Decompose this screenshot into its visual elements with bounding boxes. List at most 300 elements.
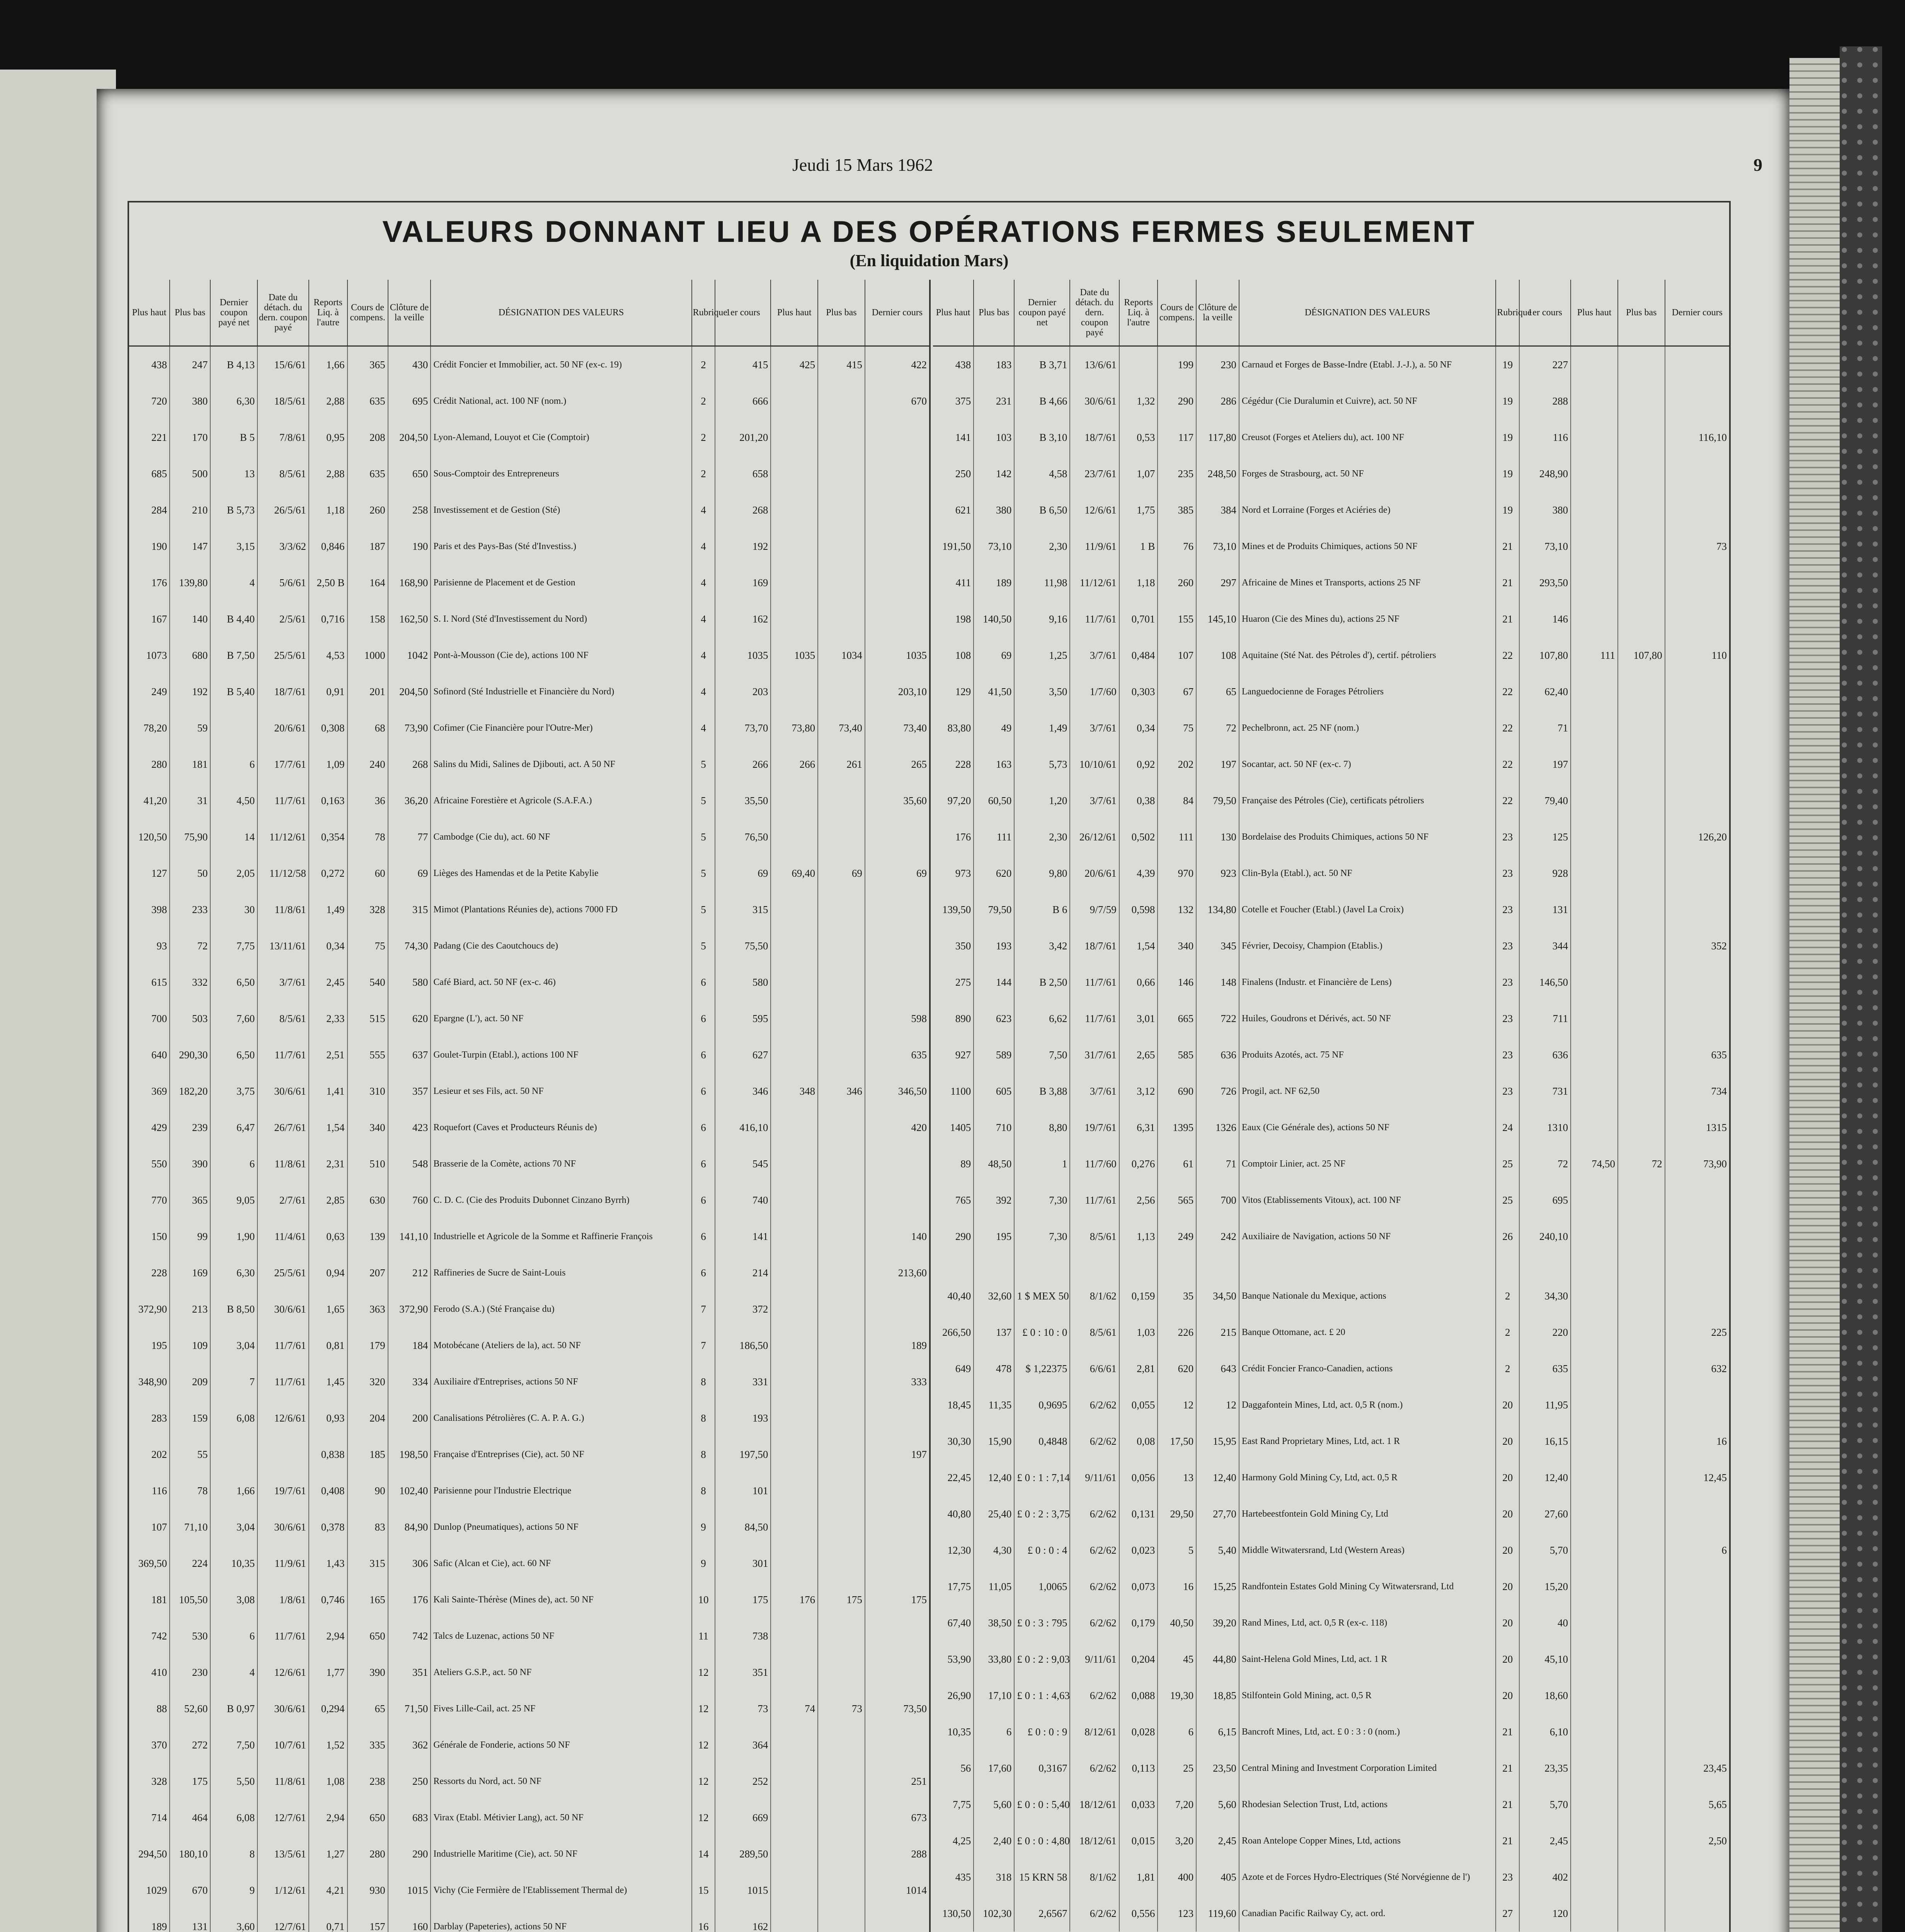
table-cell: 2,31 <box>309 1146 347 1182</box>
table-cell: 228 <box>151 1267 167 1279</box>
table-cell <box>1665 1641 1729 1677</box>
table-cell: 130 <box>1196 819 1239 855</box>
table-cell: 738 <box>715 1618 771 1654</box>
table-cell: 351 <box>715 1654 771 1690</box>
table-cell: 30 <box>210 891 257 928</box>
table-cell <box>818 1000 865 1037</box>
table-cell: 268 <box>388 746 431 782</box>
table-row <box>129 1654 929 1690</box>
table-cell: B 5,40 <box>210 673 257 710</box>
table-cell: 199 <box>1158 346 1196 383</box>
table-cell: 23 <box>1496 819 1519 855</box>
table-cell: 11/7/61 <box>257 1364 309 1400</box>
table-cell <box>1571 1000 1618 1037</box>
table-cell: 369 <box>151 1085 167 1097</box>
table-cell: 71,50 <box>388 1690 431 1727</box>
security-name: Cotelle et Foucher (Etabl.) (Javel La Croix) <box>1239 891 1496 928</box>
table-cell: 385 <box>1158 492 1196 528</box>
table-cell <box>1665 1496 1729 1532</box>
table-cell: 1,75 <box>1119 492 1158 528</box>
table-cell <box>1618 419 1665 456</box>
table-cell <box>1618 1350 1665 1387</box>
security-name: Raffineries de Sucre de Saint-Louis <box>431 1255 691 1291</box>
table-cell <box>210 1436 257 1473</box>
table-cell <box>1618 1714 1665 1750</box>
table-cell: 35,60 <box>865 782 929 819</box>
table-cell: 225 <box>1665 1314 1729 1350</box>
security-name: Vichy (Cie Fermière de l'Etablissement Thermal de) <box>431 1872 691 1908</box>
table-cell: 22 <box>1496 710 1519 746</box>
table-row <box>933 1677 1729 1714</box>
table-cell: 6/6/61 <box>1070 1350 1119 1387</box>
table-cell <box>1571 1532 1618 1568</box>
table-cell: 8/1/62 <box>1070 1859 1119 1895</box>
table-cell <box>771 1146 818 1182</box>
table-cell: 1,54 <box>309 1109 347 1146</box>
table-cell: 5 <box>1158 1532 1196 1568</box>
table-cell: 183 <box>974 346 1014 383</box>
table-cell: 26,90 <box>947 1689 971 1701</box>
table-cell: 146,50 <box>1519 964 1571 1000</box>
security-name: Parisienne pour l'Industrie Electrique <box>431 1473 691 1509</box>
table-cell: 30/6/61 <box>1070 383 1119 419</box>
table-cell: 73,50 <box>865 1690 929 1727</box>
table-cell: 364 <box>715 1727 771 1763</box>
table-cell: 301 <box>715 1545 771 1582</box>
table-cell: 352 <box>1665 928 1729 964</box>
table-cell: 2,33 <box>309 1000 347 1037</box>
table-cell: 3/7/61 <box>1070 637 1119 673</box>
table-cell <box>1618 1073 1665 1109</box>
table-cell <box>818 1364 865 1400</box>
security-name: Sous-Comptoir des Entrepreneurs <box>431 456 691 492</box>
table-cell: 714 <box>151 1811 167 1823</box>
table-cell: 635 <box>1665 1037 1729 1073</box>
table-cell <box>1665 782 1729 819</box>
table-cell: 0,92 <box>1119 746 1158 782</box>
table-cell: 6 <box>692 964 715 1000</box>
security-name: Saint-Helena Gold Mines, Ltd, act. 1 R <box>1239 1641 1496 1677</box>
table-cell <box>771 1618 818 1654</box>
table-cell: 163 <box>974 746 1014 782</box>
table-cell: 635 <box>347 383 388 419</box>
table-cell: 162 <box>715 1908 771 1932</box>
table-cell: 0,95 <box>309 419 347 456</box>
security-name: Mines et de Produits Chimiques, actions 50 NF <box>1239 528 1496 565</box>
table-cell <box>1571 456 1618 492</box>
table-row <box>129 1364 929 1400</box>
table-cell: 45 <box>1158 1641 1196 1677</box>
table-cell: 75,50 <box>715 928 771 964</box>
table-cell <box>1665 1895 1729 1932</box>
table-cell <box>1618 1895 1665 1932</box>
table-cell: 6,30 <box>210 383 257 419</box>
table-cell: 1015 <box>715 1872 771 1908</box>
table-cell: 144 <box>974 964 1014 1000</box>
table-cell: 2/5/61 <box>257 601 309 637</box>
table-cell <box>1618 528 1665 565</box>
table-cell: 365 <box>347 346 388 383</box>
table-cell: 72 <box>170 928 210 964</box>
security-name: Safic (Alcan et Cie), act. 60 NF <box>431 1545 691 1582</box>
table-cell: 208 <box>347 419 388 456</box>
table-cell: 2,81 <box>1119 1350 1158 1387</box>
table-cell: 14 <box>692 1836 715 1872</box>
table-cell: 23,35 <box>1519 1750 1571 1786</box>
table-row <box>129 637 929 673</box>
table-cell <box>818 1799 865 1836</box>
table-cell: 5,65 <box>1665 1786 1729 1823</box>
table-cell: 4 <box>692 710 715 746</box>
table-cell: 16 <box>1665 1423 1729 1459</box>
table-cell: 3,50 <box>1014 673 1070 710</box>
security-name: Huiles, Goudrons et Dérivés, act. 50 NF <box>1239 1000 1496 1037</box>
table-cell: 2,94 <box>309 1799 347 1836</box>
table-cell: 1/8/61 <box>257 1582 309 1618</box>
table-cell: 3,15 <box>210 528 257 565</box>
table-cell: 3/7/61 <box>1070 782 1119 819</box>
table-cell: 683 <box>388 1799 431 1836</box>
table-cell: 23/7/61 <box>1070 456 1119 492</box>
table-cell: 23,50 <box>1196 1750 1239 1786</box>
table-cell: 11/7/61 <box>257 1037 309 1073</box>
table-cell: 0,556 <box>1119 1895 1158 1932</box>
table-cell: 515 <box>347 1000 388 1037</box>
table-cell: 167 <box>151 613 167 625</box>
table-cell: 7,30 <box>1014 1182 1070 1218</box>
table-cell: 6,50 <box>210 1037 257 1073</box>
table-cell: 2 <box>692 419 715 456</box>
table-cell: 1,41 <box>309 1073 347 1109</box>
table-cell: 340 <box>1158 928 1196 964</box>
table-cell: 168,90 <box>388 565 431 601</box>
table-cell: B 4,13 <box>210 346 257 383</box>
table-cell: 77 <box>388 819 431 855</box>
table-cell: 283 <box>151 1412 167 1424</box>
table-cell: 4,53 <box>309 637 347 673</box>
table-cell: 17,10 <box>974 1677 1014 1714</box>
table-cell: 1405 <box>950 1121 971 1133</box>
table-cell: 0,838 <box>309 1436 347 1473</box>
table-cell: 3,60 <box>210 1908 257 1932</box>
table-cell: 182,20 <box>170 1073 210 1109</box>
table-cell: 15,25 <box>1196 1568 1239 1605</box>
table-cell <box>1571 1750 1618 1786</box>
table-cell: 266 <box>715 746 771 782</box>
table-cell: 726 <box>1196 1073 1239 1109</box>
table-cell: 2,05 <box>210 855 257 891</box>
table-cell: 0,71 <box>309 1908 347 1932</box>
table-cell <box>1571 1714 1618 1750</box>
table-cell: 11/7/61 <box>1070 1182 1119 1218</box>
table-cell: 71 <box>1196 1146 1239 1182</box>
security-name: Française des Pétroles (Cie), certificats pétroliers <box>1239 782 1496 819</box>
table-cell: 927 <box>955 1049 971 1061</box>
table-cell: 0,484 <box>1119 637 1158 673</box>
table-cell: 99 <box>170 1218 210 1255</box>
security-name: Crédit Foncier Franco-Canadien, actions <box>1239 1350 1496 1387</box>
table-cell: 0,131 <box>1119 1496 1158 1532</box>
table-cell: 5 <box>692 819 715 855</box>
table-cell: 3,04 <box>210 1509 257 1545</box>
table-cell: 142 <box>974 456 1014 492</box>
table-cell: 11,98 <box>1014 565 1070 601</box>
table-row <box>933 891 1729 928</box>
table-cell: 402 <box>1519 1859 1571 1895</box>
security-name: Lesieur et ses Fils, act. 50 NF <box>431 1073 691 1109</box>
table-row <box>129 456 929 492</box>
table-cell: 2,30 <box>1014 528 1070 565</box>
table-cell <box>818 565 865 601</box>
table-cell: 248,90 <box>1519 456 1571 492</box>
table-cell <box>865 1727 929 1763</box>
table-cell <box>1618 855 1665 891</box>
table-cell: 970 <box>1158 855 1196 891</box>
table-cell: 1,90 <box>210 1218 257 1255</box>
table-cell <box>1571 855 1618 891</box>
table-cell: 7 <box>692 1327 715 1364</box>
table-cell <box>1618 1823 1665 1859</box>
security-name: Finalens (Industr. et Financière de Lens) <box>1239 964 1496 1000</box>
table-row <box>933 1146 1729 1182</box>
security-name: Auxiliaire de Navigation, actions 50 NF <box>1239 1218 1496 1255</box>
table-cell: 160 <box>388 1908 431 1932</box>
table-cell: 10 <box>692 1582 715 1618</box>
table-cell: 19 <box>1496 419 1519 456</box>
table-cell <box>1665 1000 1729 1037</box>
table-cell <box>1571 492 1618 528</box>
table-cell: 5,73 <box>1014 746 1070 782</box>
security-name: Février, Decoisy, Champion (Etablis.) <box>1239 928 1496 964</box>
security-name: Ateliers G.S.P., act. 50 NF <box>431 1654 691 1690</box>
table-cell: 197 <box>1519 746 1571 782</box>
table-cell: 435 <box>955 1871 971 1883</box>
table-cell: 4,39 <box>1119 855 1158 891</box>
table-row <box>129 1618 929 1654</box>
table-cell: 695 <box>388 383 431 419</box>
table-cell: 116 <box>1519 419 1571 456</box>
table-cell: 4 <box>692 565 715 601</box>
table-cell: 331 <box>715 1364 771 1400</box>
table-cell: 159 <box>170 1400 210 1436</box>
table-cell: 10/10/61 <box>1070 746 1119 782</box>
table-cell: 328 <box>151 1775 167 1787</box>
table-row <box>129 1690 929 1727</box>
table-cell <box>771 456 818 492</box>
table-cell: 13/5/61 <box>257 1836 309 1872</box>
table-cell: 400 <box>1158 1859 1196 1895</box>
table-cell: 760 <box>388 1182 431 1218</box>
security-name: Central Mining and Investment Corporation Limited <box>1239 1750 1496 1786</box>
table-cell: 78,20 <box>143 722 167 734</box>
page-subtitle: (En liquidation Mars) <box>850 251 1009 270</box>
table-cell: 21 <box>1496 1714 1519 1750</box>
table-cell: 74 <box>771 1690 818 1727</box>
table-cell: 4,50 <box>210 782 257 819</box>
table-cell <box>771 1218 818 1255</box>
table-cell: 411 <box>955 577 971 588</box>
table-row <box>129 1509 929 1545</box>
table-cell <box>1571 1859 1618 1895</box>
table-cell <box>1665 710 1729 746</box>
table-cell: 260 <box>347 492 388 528</box>
table-cell: 108 <box>1196 637 1239 673</box>
table-cell: 16 <box>1158 1568 1196 1605</box>
table-cell: 2,85 <box>309 1182 347 1218</box>
table-cell: 1034 <box>818 637 865 673</box>
table-cell: 1/7/60 <box>1070 673 1119 710</box>
table-cell <box>771 492 818 528</box>
table-cell: 14 <box>210 819 257 855</box>
table-cell <box>865 819 929 855</box>
table-cell: 11,35 <box>974 1387 1014 1423</box>
table-cell: 26/12/61 <box>1070 819 1119 855</box>
security-name: Pont-à-Mousson (Cie de), actions 100 NF <box>431 637 691 673</box>
table-row <box>933 492 1729 528</box>
table-cell: 12/6/61 <box>257 1400 309 1436</box>
security-name: S. I. Nord (Sté d'Investissement du Nord) <box>431 601 691 637</box>
table-cell <box>1665 601 1729 637</box>
security-name: Daggafontein Mines, Ltd, act. 0,5 R (nom.) <box>1239 1387 1496 1423</box>
security-name: Investissement et de Gestion (Sté) <box>431 492 691 528</box>
table-cell <box>818 1763 865 1799</box>
table-cell: B 3,88 <box>1014 1073 1070 1109</box>
table-cell: 215 <box>1196 1314 1239 1350</box>
table-cell <box>1618 673 1665 710</box>
table-cell: 198 <box>955 613 971 625</box>
table-cell: 0,378 <box>309 1509 347 1545</box>
security-name: Lièges des Hamendas et de la Petite Kabylie <box>431 855 691 891</box>
table-cell <box>1571 1182 1618 1218</box>
table-cell: 11,05 <box>974 1568 1014 1605</box>
table-cell: 189 <box>974 565 1014 601</box>
table-cell: 555 <box>347 1037 388 1073</box>
table-cell: 742 <box>388 1618 431 1654</box>
table-cell: 76 <box>1158 528 1196 565</box>
table-cell: 18,85 <box>1196 1677 1239 1714</box>
table-cell: 15,90 <box>974 1423 1014 1459</box>
table-cell: 650 <box>347 1618 388 1654</box>
table-cell: 258 <box>388 492 431 528</box>
table-cell: 4 <box>210 1654 257 1690</box>
table-cell: 0,9695 <box>1014 1387 1070 1423</box>
table-cell: 580 <box>388 964 431 1000</box>
table-cell: 2,88 <box>309 383 347 419</box>
table-cell: 224 <box>170 1545 210 1582</box>
table-cell: 2,56 <box>1119 1182 1158 1218</box>
table-cell <box>818 419 865 456</box>
table-cell: 6/2/62 <box>1070 1895 1119 1932</box>
table-cell: 75 <box>347 928 388 964</box>
table-cell: 90 <box>347 1473 388 1509</box>
table-cell: 5/6/61 <box>257 565 309 601</box>
table-cell: 0,81 <box>309 1327 347 1364</box>
table-cell: 3/3/62 <box>257 528 309 565</box>
table-cell: 530 <box>170 1618 210 1654</box>
table-cell <box>1618 819 1665 855</box>
table-cell: B 7,50 <box>210 637 257 673</box>
table-cell: 0,53 <box>1119 419 1158 456</box>
table-cell <box>1665 1218 1729 1255</box>
table-cell: 12 <box>692 1654 715 1690</box>
table-cell: 1395 <box>1158 1109 1196 1146</box>
ledger-page <box>97 89 1789 1932</box>
table-row <box>933 819 1729 855</box>
table-cell: 20/6/61 <box>257 710 309 746</box>
table-cell: 146 <box>1519 601 1571 637</box>
table-cell: 344 <box>1519 928 1571 964</box>
table-cell: 20/6/61 <box>1070 855 1119 891</box>
col-reports: Reports Liq. à l'autre <box>1119 280 1158 346</box>
table-cell: 2,6567 <box>1014 1895 1070 1932</box>
table-cell: 5 <box>692 891 715 928</box>
table-cell: 8 <box>692 1400 715 1436</box>
table-cell: 24 <box>1496 1109 1519 1146</box>
table-cell: 2,30 <box>1014 819 1070 855</box>
table-cell: £ 0 : 10 : 0 <box>1014 1314 1070 1350</box>
table-cell: 6 <box>210 1618 257 1654</box>
table-cell: 405 <box>1196 1859 1239 1895</box>
table-cell: 10/7/61 <box>257 1727 309 1763</box>
security-name: C. D. C. (Cie des Produits Dubonnet Cinzano Byrrh) <box>431 1182 691 1218</box>
table-cell: 30/6/61 <box>257 1690 309 1727</box>
table-cell <box>1618 1750 1665 1786</box>
table-cell <box>1571 1350 1618 1387</box>
table-row <box>933 1641 1729 1677</box>
table-cell: 0,502 <box>1119 819 1158 855</box>
table-cell: 146 <box>1158 964 1196 1000</box>
table-cell: 12/7/61 <box>257 1799 309 1836</box>
table-cell: 33,80 <box>974 1641 1014 1677</box>
table-cell: 240 <box>347 746 388 782</box>
table-cell: 17/7/61 <box>257 746 309 782</box>
table-cell: 247 <box>170 346 210 383</box>
table-cell: 231 <box>974 383 1014 419</box>
table-cell: 15,95 <box>1196 1423 1239 1459</box>
table-cell: 0,701 <box>1119 601 1158 637</box>
table-cell: 332 <box>170 964 210 1000</box>
table-cell: 503 <box>170 1000 210 1037</box>
table-cell: 6,15 <box>1196 1714 1239 1750</box>
table-cell: 75 <box>1158 710 1196 746</box>
table-cell: 12,40 <box>1196 1459 1239 1496</box>
table-row <box>129 1037 929 1073</box>
security-name: Progil, act. NF 62,50 <box>1239 1073 1496 1109</box>
table-cell: 13/11/61 <box>257 928 309 964</box>
table-cell: 21 <box>1496 565 1519 601</box>
table-cell: 0,113 <box>1119 1750 1158 1786</box>
table-cell: 6,62 <box>1014 1000 1070 1037</box>
table-cell: 1035 <box>715 637 771 673</box>
table-cell <box>1618 1786 1665 1823</box>
table-cell: 0,179 <box>1119 1605 1158 1641</box>
table-cell: 286 <box>1196 383 1239 419</box>
table-cell: 1 $ MEX 50 <box>1014 1278 1070 1314</box>
table-cell: 362 <box>388 1727 431 1763</box>
table-cell: 11/8/61 <box>257 1763 309 1799</box>
table-cell <box>818 1872 865 1908</box>
table-cell: 36,20 <box>388 782 431 819</box>
table-cell: 390 <box>170 1146 210 1182</box>
table-cell: 204,50 <box>388 419 431 456</box>
table-cell: 84,50 <box>715 1509 771 1545</box>
table-cell: 150 <box>151 1230 167 1242</box>
table-cell: B 5 <box>210 419 257 456</box>
table-cell: 2,65 <box>1119 1037 1158 1073</box>
table-cell: 23 <box>1496 1859 1519 1895</box>
table-cell: 7,60 <box>210 1000 257 1037</box>
table-cell: 181 <box>151 1594 167 1605</box>
